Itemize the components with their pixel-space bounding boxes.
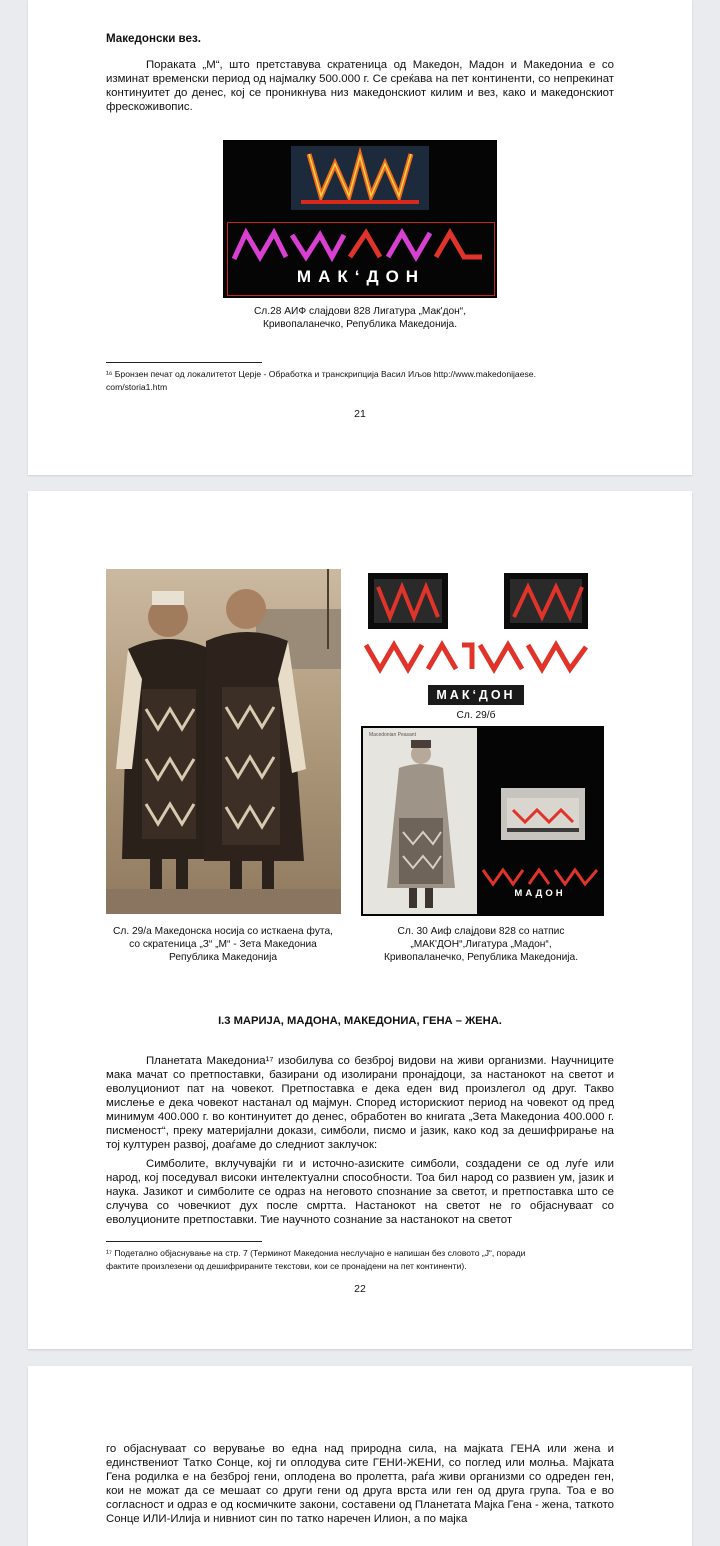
figure-29a-caption-line3: Република Македонија (168, 952, 278, 963)
embroidery-panel (291, 146, 429, 210)
women-in-costume-illustration (106, 569, 341, 914)
body-paragraph-1: Планетата Македониа¹⁷ изобилува со безброј видови на живи организми. Научниците мака мачат со претпоставки, базирани од изолирани пронајдоци, за настанокот на светот и еволуциониот пат на човекот. Претпоставка е дека еден вид произлегол од друг. Такво мислење е дека човекот настанал од мајмун. Според историскиот период на човекот од пред минимум 400.000 г. во континуитет до денес, обработен во книгата „Зета Македониа 400.000 г. писменост“, преку материјални докази, симболи, писмо и јазик, како код за дешифрирање на тој културен развој, доаѓаме до следниот заклучок: (106, 1055, 614, 1151)
embroidery-detail-pattern (501, 788, 585, 840)
embroidery-pattern (291, 146, 429, 210)
figure-29b-ligature-glyph (362, 635, 596, 677)
figure-30-caption-line3: Кривопаланечко, Република Македонија. (383, 952, 579, 963)
footnote-16-line2: com/storia1.htm (106, 382, 168, 392)
figure-30-image (361, 726, 604, 916)
embroidery-swatch-right (504, 573, 588, 629)
document-page-22 (28, 491, 692, 1349)
section-title: I.3 МАРИЈА, МАДОНА, МАКЕДОНИА, ГЕНА – ЖЕНА. (218, 1015, 502, 1027)
ligature-m-glyph (228, 223, 494, 267)
body-paragraph-2: Симболите, вклучувајќи ги и источно-азиските симболи, создадени се од луѓе или народ, кој поседувал високи интелектуални способности. Тоа бил народ со развиен ум, јазик и наука. Јазикот и симболите се одраз на неговото спознание за светот, и претпоставка што се случува со човечкиот дух после смртта. Настанокот на светот не го објаснуваат со еволуционите претпоставки. Тие научното сознание за настанокот на светот (106, 1158, 614, 1226)
footnote-rule (106, 362, 262, 363)
figure-29b-word: МАК‘ДОН (428, 685, 524, 705)
figure-30-embroidery-detail (501, 788, 585, 840)
peasant-figure-illustration (363, 728, 477, 914)
footnote-16-line1: ¹⁶ Бронзен печат од локалитетот Церје - Обработка и транскрипција Васил Иљов http://www.makedonijaese. (106, 369, 536, 379)
footnote-17-line2: фактите произлезени од дешифрираните текстови, кои се пронајдени на пет континенти). (106, 1261, 467, 1271)
page-number: 22 (354, 1283, 366, 1295)
footnote-17-line1: ¹⁷ Подетално објаснување на стр. 7 (Терминот Македониа неслучајно е напишан без словото „Ј“, поради (106, 1248, 526, 1258)
figure-30-postcard (363, 728, 477, 914)
figure-29a-photo (106, 569, 341, 914)
embroidery-swatch-left (368, 573, 448, 629)
figure-29b-label: Сл. 29/б (456, 710, 496, 721)
ligature-word: МАК‘ДОН (296, 267, 426, 286)
ligature-frame (227, 222, 495, 296)
figure-28-caption-line2: Кривопаланечко, Република Македонија. (262, 319, 458, 330)
figure-30-caption-line1: Сл. 30 Аиф слајдови 828 со натпис (397, 926, 565, 937)
postcard-caption: Macedonian Peasant (369, 732, 416, 738)
footnote-rule (106, 1241, 262, 1242)
figure-30-word: МАДОН (514, 888, 566, 899)
figure-28-image (223, 140, 497, 298)
figure-29a-caption-line1: Сл. 29/а Македонска носија со исткаена фута, (113, 926, 333, 937)
section-heading: Македонски вез. (106, 32, 201, 45)
figure-29a-caption-line2: со скратеница „З“ „М“ - Зета Македониа (129, 939, 317, 950)
figure-30-ligature-glyph (477, 866, 603, 888)
body-paragraph: го објаснуваат со верување во една над природна сила, на мајката ГЕНА или жена и единствениот Татко Сонце, кој ги оплодува сите ГЕНИ-ЖЕНИ, со поглед или молња. Мајката Гена родилка е на безброј гени, оплодена во пролетта, раѓа живи организми со одреден ген, кои не можат да се мешаат со други гени од друга врста или ген од друга група. Тоа е во согласност и одраз е од космичките закони, составени од Планетата Мајка Гена - жена, таткото Сонце ИЛИ-Илија и нивниот син по татко наречен Илион, а по мајка (106, 1443, 614, 1525)
figure-29b-swatch-right (504, 573, 588, 629)
document-page-23 (28, 1366, 692, 1546)
document-page-21 (28, 0, 692, 475)
figure-30-caption-line2: „МАК'ДОН“,Лигатура „Мадон“, (410, 939, 552, 950)
page-number: 21 (354, 408, 366, 420)
body-paragraph: Пораката „М“, што претставува скратеница од Македон, Мадон и Македониа е со изминат временски период од најмалку 500.000 г. Се среќава на пет континенти, со непрекинат континуитет до денес, кој се проникнува низ македонскиот килим и вез, како и македонскиот фрескоживопис. (106, 59, 614, 113)
figure-29b-swatch-left (368, 573, 448, 629)
figure-28-caption-line1: Сл.28 АИФ слајдови 828 Лигатура „Мак'дон“, (253, 306, 467, 317)
